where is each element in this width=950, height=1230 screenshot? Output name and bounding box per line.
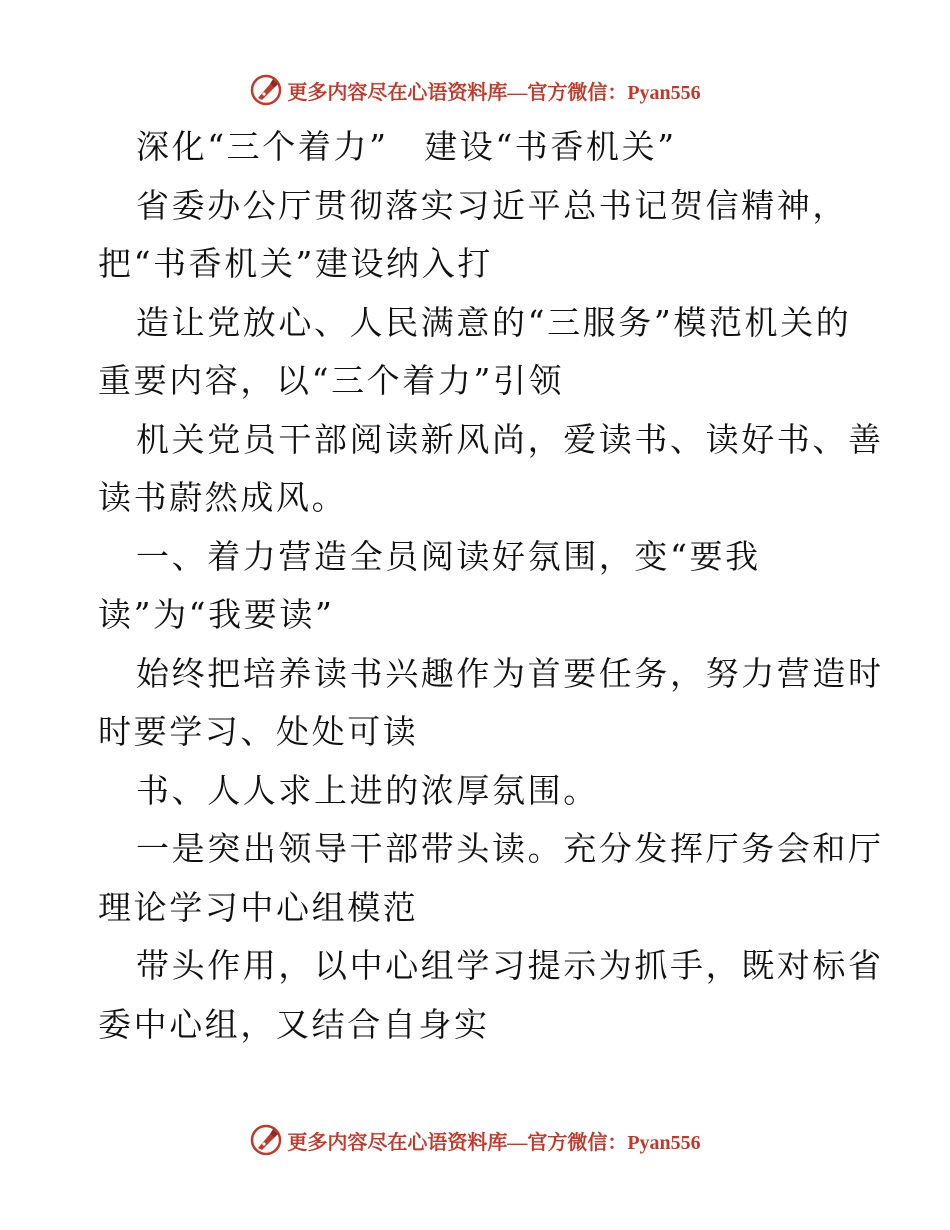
paragraph-line: 委中心组，又结合自身实	[98, 1004, 490, 1044]
header-banner	[0, 70, 950, 110]
footer-banner	[0, 1120, 950, 1160]
paragraph-line: 把“书香机关”建设纳入打	[98, 244, 493, 283]
paragraph-line: 带头作用，以中心组学习提示为抓手，既对标省	[136, 946, 884, 985]
paragraph-line: 一、着力营造全员阅读好氛围，变“要我	[136, 536, 761, 576]
document-body	[98, 118, 884, 1054]
paragraph-line: 书、人人求上进的浓厚氛围。	[136, 770, 599, 810]
paragraph-line: 读”为“我要读”	[98, 595, 335, 634]
paragraph-line: 时要学习、处处可读	[98, 712, 419, 751]
header-banner-text: 更多内容尽在心语资料库—官方微信：Pyan556	[287, 81, 701, 104]
paragraph-line: 一是突出领导干部带头读。充分发挥厅务会和厅	[136, 829, 884, 868]
paragraph-line: 理论学习中心组模范	[98, 887, 419, 927]
pen-nib-logo-icon	[249, 1123, 283, 1157]
pen-nib-logo-icon	[249, 73, 283, 107]
paragraph-line: 始终把培养读书兴趣作为首要任务，努力营造时	[136, 653, 884, 693]
paragraph-line: 读书蔚然成风。	[98, 478, 348, 517]
paragraph-line: 造让党放心、人民满意的“三服务”模范机关的	[136, 302, 852, 342]
footer-banner-text: 更多内容尽在心语资料库—官方微信：Pyan556	[287, 1131, 701, 1154]
paragraph-line: 重要内容，以“三个着力”引领	[98, 361, 565, 400]
paragraph-line: 省委办公厅贯彻落实习近平总书记贺信精神，	[136, 185, 848, 225]
paragraph-line: 深化“三个着力” 建设“书香机关”	[136, 127, 677, 166]
paragraph-line: 机关党员干部阅读新风尚，爱读书、读好书、善	[136, 419, 884, 459]
